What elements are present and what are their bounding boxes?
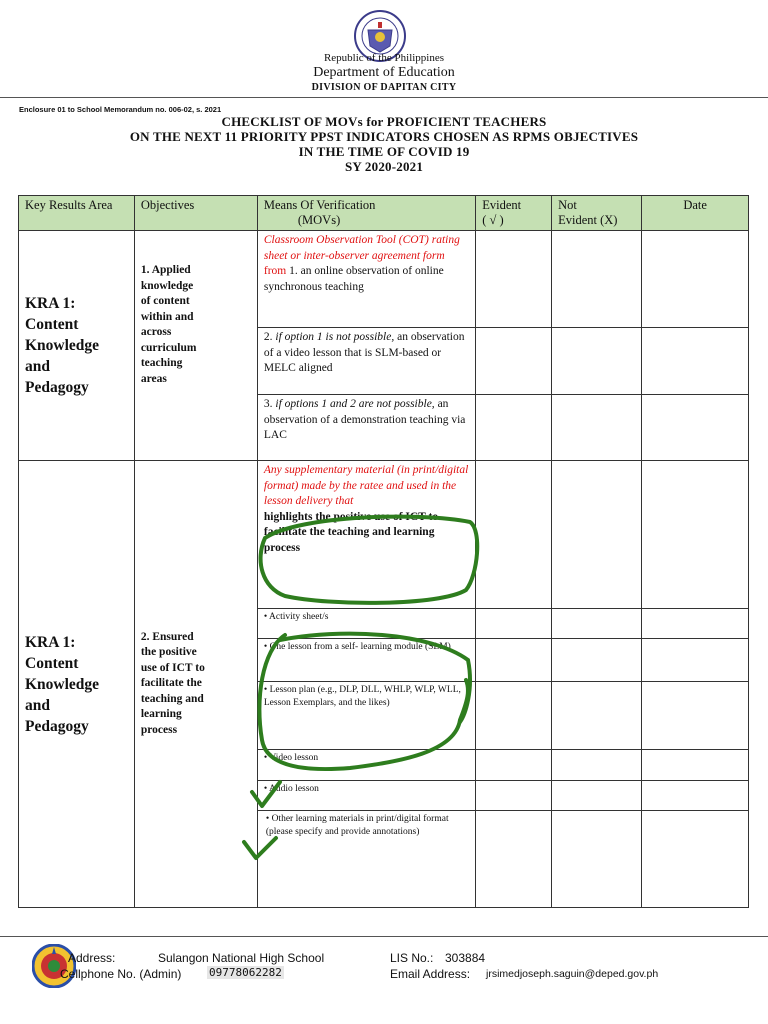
header-divider [0,97,768,98]
not-evident-checkbox-cell[interactable] [552,608,642,638]
date-cell[interactable] [642,780,749,810]
evident-checkbox-cell[interactable] [476,328,552,395]
date-cell[interactable] [642,681,749,749]
footer-divider [0,936,768,937]
department-line: Department of Education [313,65,455,80]
email-label: Email Address: [390,967,471,981]
not-evident-checkbox-cell[interactable] [552,810,642,907]
republic-line: Republic of the Philippines [323,52,445,64]
evident-checkbox-cell[interactable] [476,608,552,638]
mov-item: • One lesson from a self- learning module (SLM) [257,638,475,681]
address-label: Address: [68,951,116,965]
not-evident-checkbox-cell[interactable] [552,638,642,681]
not-evident-checkbox-cell[interactable] [552,231,642,328]
title-line-3: IN THE TIME OF COVID 19 [298,144,470,159]
evident-checkbox-cell[interactable] [476,749,552,780]
mov-item: • Other learning materials in print/digital format (please specify and provide annotations) [257,810,475,907]
document-title [0,114,768,174]
email-value: jrsimedjoseph.saguin@deped.gov.ph [486,968,659,980]
checklist-table [18,195,749,908]
evident-checkbox-cell[interactable] [476,681,552,749]
header-evident: Evident ( √ ) [476,196,552,231]
mov-item: • Audio lesson [257,780,475,810]
mov-cell: 2. if option 1 is not possible, an observation of a video lesson that is SLM-based or MELC aligned [257,328,475,395]
not-evident-checkbox-cell[interactable] [552,780,642,810]
date-cell[interactable] [642,810,749,907]
header-kra: Key Results Area [19,196,135,231]
title-line-4: SY 2020-2021 [344,159,424,174]
date-cell[interactable] [642,749,749,780]
not-evident-checkbox-cell[interactable] [552,461,642,608]
not-evident-checkbox-cell[interactable] [552,328,642,395]
date-cell[interactable] [642,395,749,461]
not-evident-checkbox-cell[interactable] [552,681,642,749]
evident-checkbox-cell[interactable] [476,231,552,328]
objective-cell: 1. Applied knowledge of content within and across curriculum teaching areas [134,231,257,461]
header-date: Date [642,196,749,231]
date-cell[interactable] [642,231,749,328]
date-cell[interactable] [642,328,749,395]
division-line: DIVISION OF DAPITAN CITY [311,82,457,93]
phone-label: Cellphone No. (Admin) [60,967,182,981]
header-objectives: Objectives [134,196,257,231]
mov-item: • Lesson plan (e.g., DLP, DLL, WHLP, WLP, WLL, Lesson Exemplars, and the likes) [257,681,475,749]
title-line-1: CHECKLIST OF MOVs for PROFICIENT TEACHERS [221,114,547,129]
mov-cell: Classroom Observation Tool (COT) rating sheet or inter-observer agreement form from 1. an online observation of online synchronous teaching [257,231,475,328]
table-header-row [19,196,749,231]
objective-cell: 2. Ensured the positive use of ICT to facilitate the teaching and learning process [134,461,257,908]
kra-cell: KRA 1: Content Knowledge and Pedagogy [19,231,135,461]
evident-checkbox-cell[interactable] [476,638,552,681]
address-value: Sulangon National High School [158,951,325,965]
date-cell[interactable] [642,638,749,681]
table-row [19,461,749,608]
date-cell[interactable] [642,608,749,638]
evident-checkbox-cell[interactable] [476,780,552,810]
not-evident-checkbox-cell[interactable] [552,749,642,780]
evident-checkbox-cell[interactable] [476,395,552,461]
evident-checkbox-cell[interactable] [476,810,552,907]
header-movs: Means Of Verification (MOVs) [257,196,475,231]
table-row [19,231,749,328]
phone-value: 09778062282 [209,966,282,979]
lis-value: 303884 [445,951,486,965]
kra-cell: KRA 1: Content Knowledge and Pedagogy [19,461,135,908]
mov-item: • Video lesson [257,749,475,780]
mov-cell: Any supplementary material (in print/digital format) made by the ratee and used in the lesson delivery that highlights the positive use of ICT to facilitate the teaching and learning process [257,461,475,608]
header-not-evident: Not Evident (X) [552,196,642,231]
evident-checkbox-cell[interactable] [476,461,552,608]
enclosure-note: Enclosure 01 to School Memorandum no. 006-02, s. 2021 [19,105,222,114]
date-cell[interactable] [642,461,749,608]
lis-label: LIS No.: [390,951,434,965]
mov-item: • Activity sheet/s [257,608,475,638]
mov-cell: 3. if options 1 and 2 are not possible, an observation of a demonstration teaching via LAC [257,395,475,461]
not-evident-checkbox-cell[interactable] [552,395,642,461]
title-line-2: ON THE NEXT 11 PRIORITY PPST INDICATORS CHOSEN AS RPMS OBJECTIVES [129,129,639,144]
